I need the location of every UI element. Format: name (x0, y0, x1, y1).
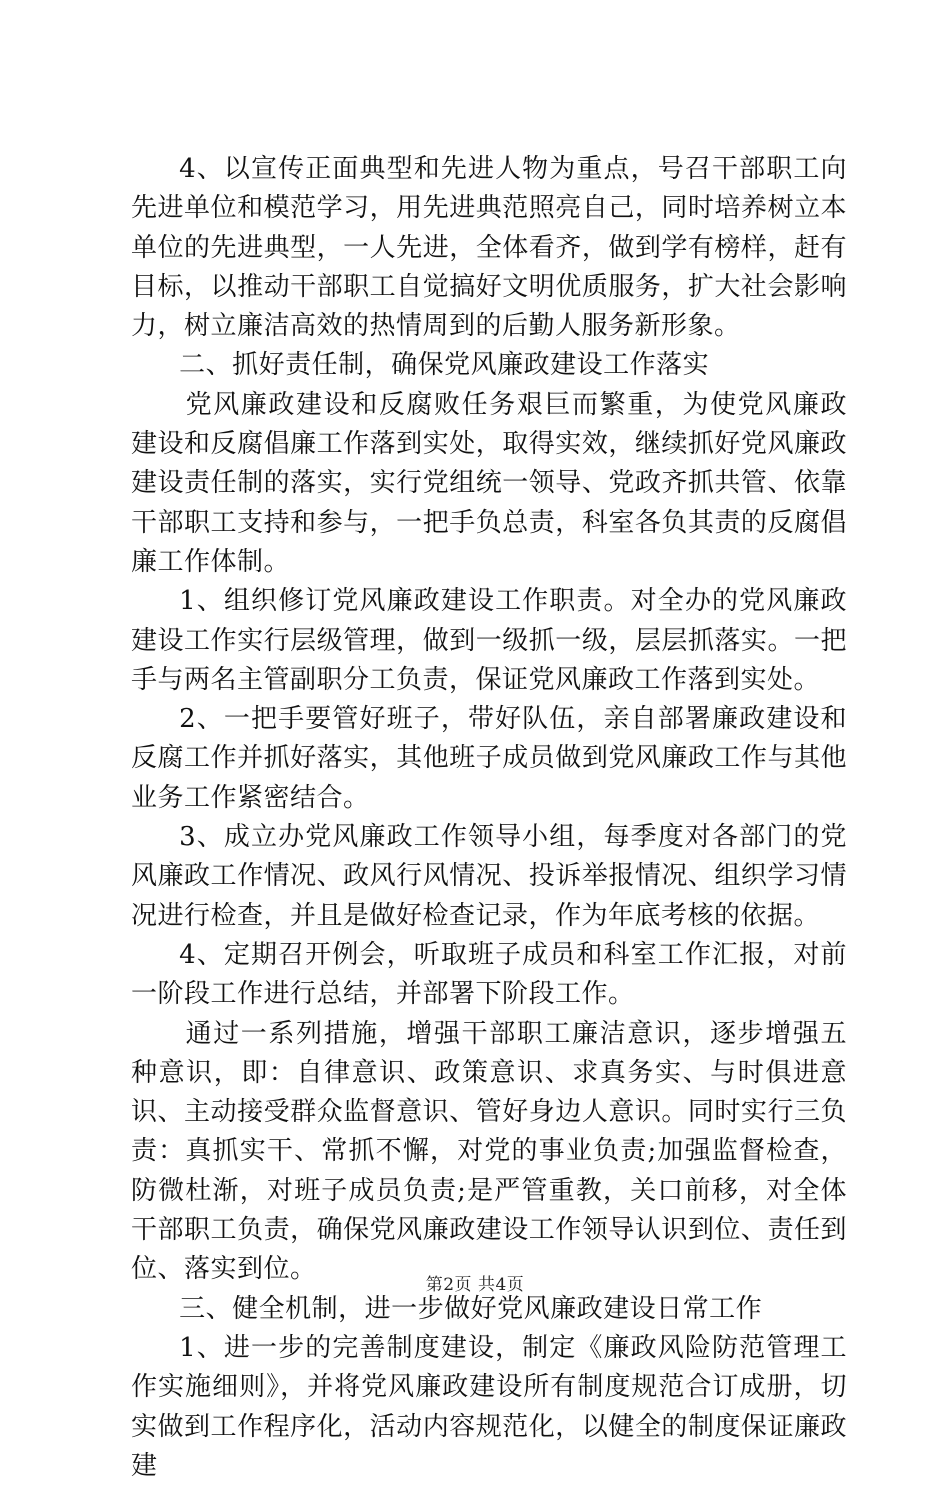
section-heading-3: 三、健全机制，进一步做好党风廉政建设日常工作 (179, 1293, 763, 1324)
paragraph-item-1-system: 1、进一步的完善制度建设，制定《廉政风险防范管理工作实施细则》，并将党风廉政建设所有制度规范合订成册，切实做到工作程序化，活动内容规范化，以健全的制度保证廉政建 (131, 1332, 847, 1481)
page-footer (0, 1270, 950, 1295)
paragraph-item-3-inspection: 3、成立办党风廉政工作领导小组，每季度对各部门的党风廉政工作情况、政风行风情况、投诉举报情况、组织学习情况进行检查，并且是做好检查记录，作为年底考核的依据。 (131, 822, 847, 931)
paragraph-item-4-publicity: 4、以宣传正面典型和先进人物为重点，号召干部职工向先进单位和模范学习，用先进典范照亮自己，同时培养树立本单位的先进典型，一人先进，全体看齐，做到学有榜样，赶有目标，以推动干部职工自觉搞好文明优质服务，扩大社会影响力，树立廉洁高效的热情周到的后勤人服务新形象。 (131, 154, 847, 342)
paragraph-measures-summary: 通过一系列措施，增强干部职工廉洁意识，逐步增强五种意识，即：自律意识、政策意识、求真务实、与时俱进意识、主动接受群众监督意识、管好身边人意识。同时实行三负责：真抓实干、常抓不懈，对党的事业负责;加强监督检查，防微杜渐，对班子成员负责;是严管重教，关口前移，对全体干部职工负责，确保党风廉政建设工作领导认识到位、责任到位、落实到位。 (131, 1018, 847, 1285)
page-number-label: 第2页 共4页 (425, 1275, 525, 1295)
paragraph-item-4-meetings: 4、定期召开例会，听取班子成员和科室工作汇报，对前一阶段工作进行总结，并部署下阶段工作。 (131, 939, 847, 1010)
section-heading-2: 二、抓好责任制，确保党风廉政建设工作落实 (179, 350, 710, 381)
paragraph-item-1-duties: 1、组织修订党风廉政建设工作职责。对全办的党风廉政建设工作实行层级管理，做到一级抓一级，层层抓落实。一把手与两名主管副职分工负责，保证党风廉政工作落到实处。 (131, 586, 847, 695)
paragraph-responsibility-intro: 党风廉政建设和反腐败任务艰巨而繁重，为使党风廉政建设和反腐倡廉工作落到实处，取得实效，继续抓好党风廉政建设责任制的落实，实行党组统一领导、党政齐抓共管、依靠干部职工支持和参与，一把手负总责，科室各负其责的反腐倡廉工作体制。 (131, 389, 847, 577)
paragraph-item-2-leadership: 2、一把手要管好班子，带好队伍，亲自部署廉政建设和反腐工作并抓好落实，其他班子成员做到党风廉政工作与其他业务工作紧密结合。 (131, 704, 847, 813)
